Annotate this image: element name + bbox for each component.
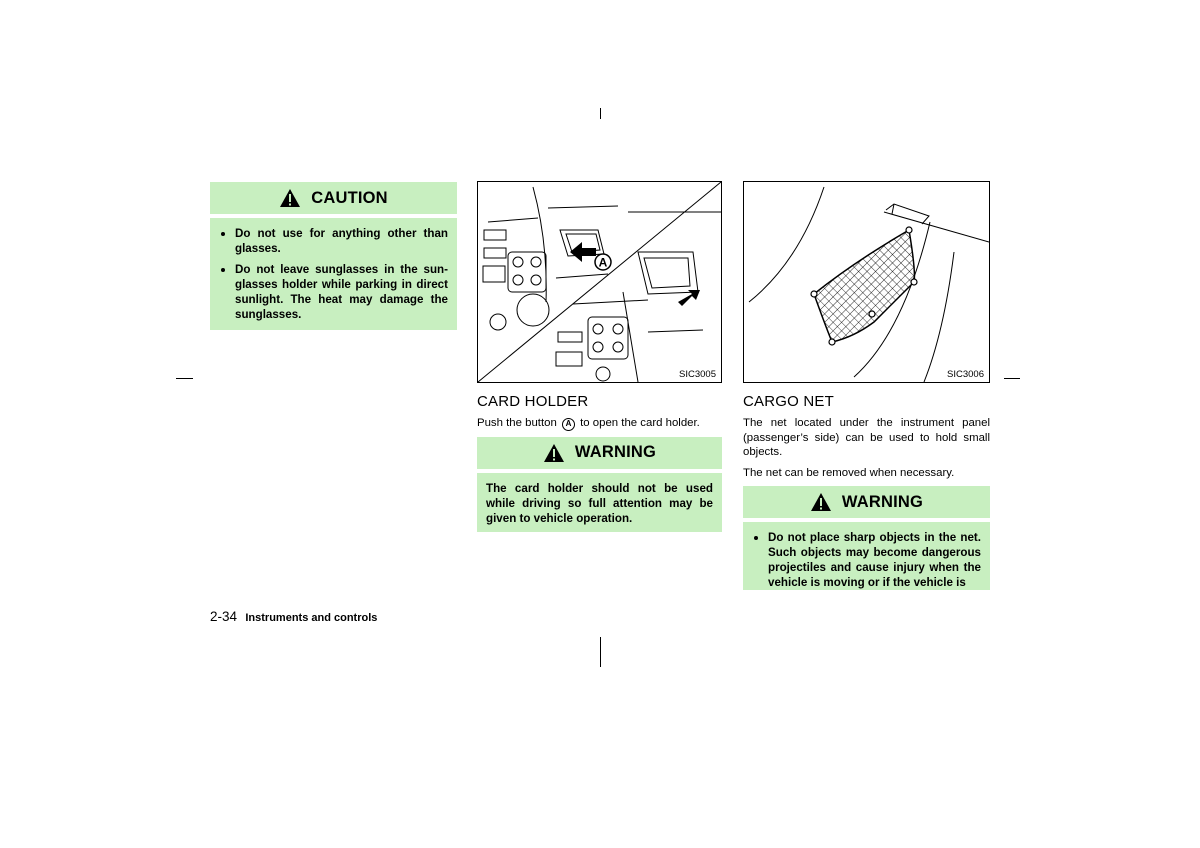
column-left <box>210 182 457 330</box>
card-holder-warning-body <box>477 473 722 532</box>
bottom-crop-mark <box>600 637 601 667</box>
card-holder-text-end: to open the card holder. <box>580 417 700 429</box>
card-holder-figure <box>477 181 722 383</box>
cargo-net-illustration <box>744 182 989 382</box>
caution-header <box>210 182 457 214</box>
warning-title: WARNING <box>841 492 924 511</box>
callout-letter-a: A <box>598 255 608 270</box>
warning-item: Do not place sharp objects in the net. Such objects may become dangerous projectiles and cause injury when the vehicle is moving or if the vehicle is <box>752 530 981 590</box>
cargo-net-paragraph: The net can be removed when necessary. <box>743 466 955 479</box>
cargo-net-warning-body <box>743 522 990 590</box>
caution-list <box>219 226 448 322</box>
card-holder-illustration <box>478 182 721 382</box>
right-crop-mark <box>1004 378 1020 379</box>
card-holder-heading: CARD HOLDER <box>477 393 589 410</box>
figure-code: SIC3005 <box>679 369 716 380</box>
warning-title: WARNING <box>574 443 657 462</box>
button-a-symbol: A <box>562 418 575 431</box>
column-right <box>743 181 990 592</box>
warning-triangle-icon <box>810 492 832 512</box>
cargo-net-figure <box>743 181 990 383</box>
caution-body <box>210 218 457 330</box>
page-footer <box>210 609 377 624</box>
cargo-net-heading: CARGO NET <box>743 393 834 410</box>
figure-code: SIC3006 <box>947 369 984 380</box>
card-holder-text <box>477 416 722 431</box>
left-crop-mark <box>176 378 193 379</box>
section-title: Instruments and controls <box>245 612 378 624</box>
card-holder-warning-header <box>477 437 722 469</box>
page-number: 2-34 <box>210 609 238 624</box>
column-middle <box>477 181 722 532</box>
cargo-net-paragraph: The net located under the instrument panel (passenger’s side) can be used to hold small objects. <box>743 417 990 459</box>
card-holder-text-start: Push the button <box>477 417 557 429</box>
top-crop-mark <box>600 108 601 119</box>
caution-item: Do not use for anything other than glasses. <box>219 226 448 256</box>
cargo-net-warning-header <box>743 486 990 518</box>
warning-text: The card holder should not be used while driving so full attention may be given to vehicle operation. <box>486 481 713 525</box>
warning-triangle-icon <box>279 188 301 208</box>
warning-triangle-icon <box>543 443 565 463</box>
caution-title: CAUTION <box>311 188 388 207</box>
caution-item: Do not leave sunglasses in the sun-glasses holder while parking in direct sunlight. The heat may damage the sunglasses. <box>219 262 448 322</box>
warning-list <box>752 530 981 590</box>
